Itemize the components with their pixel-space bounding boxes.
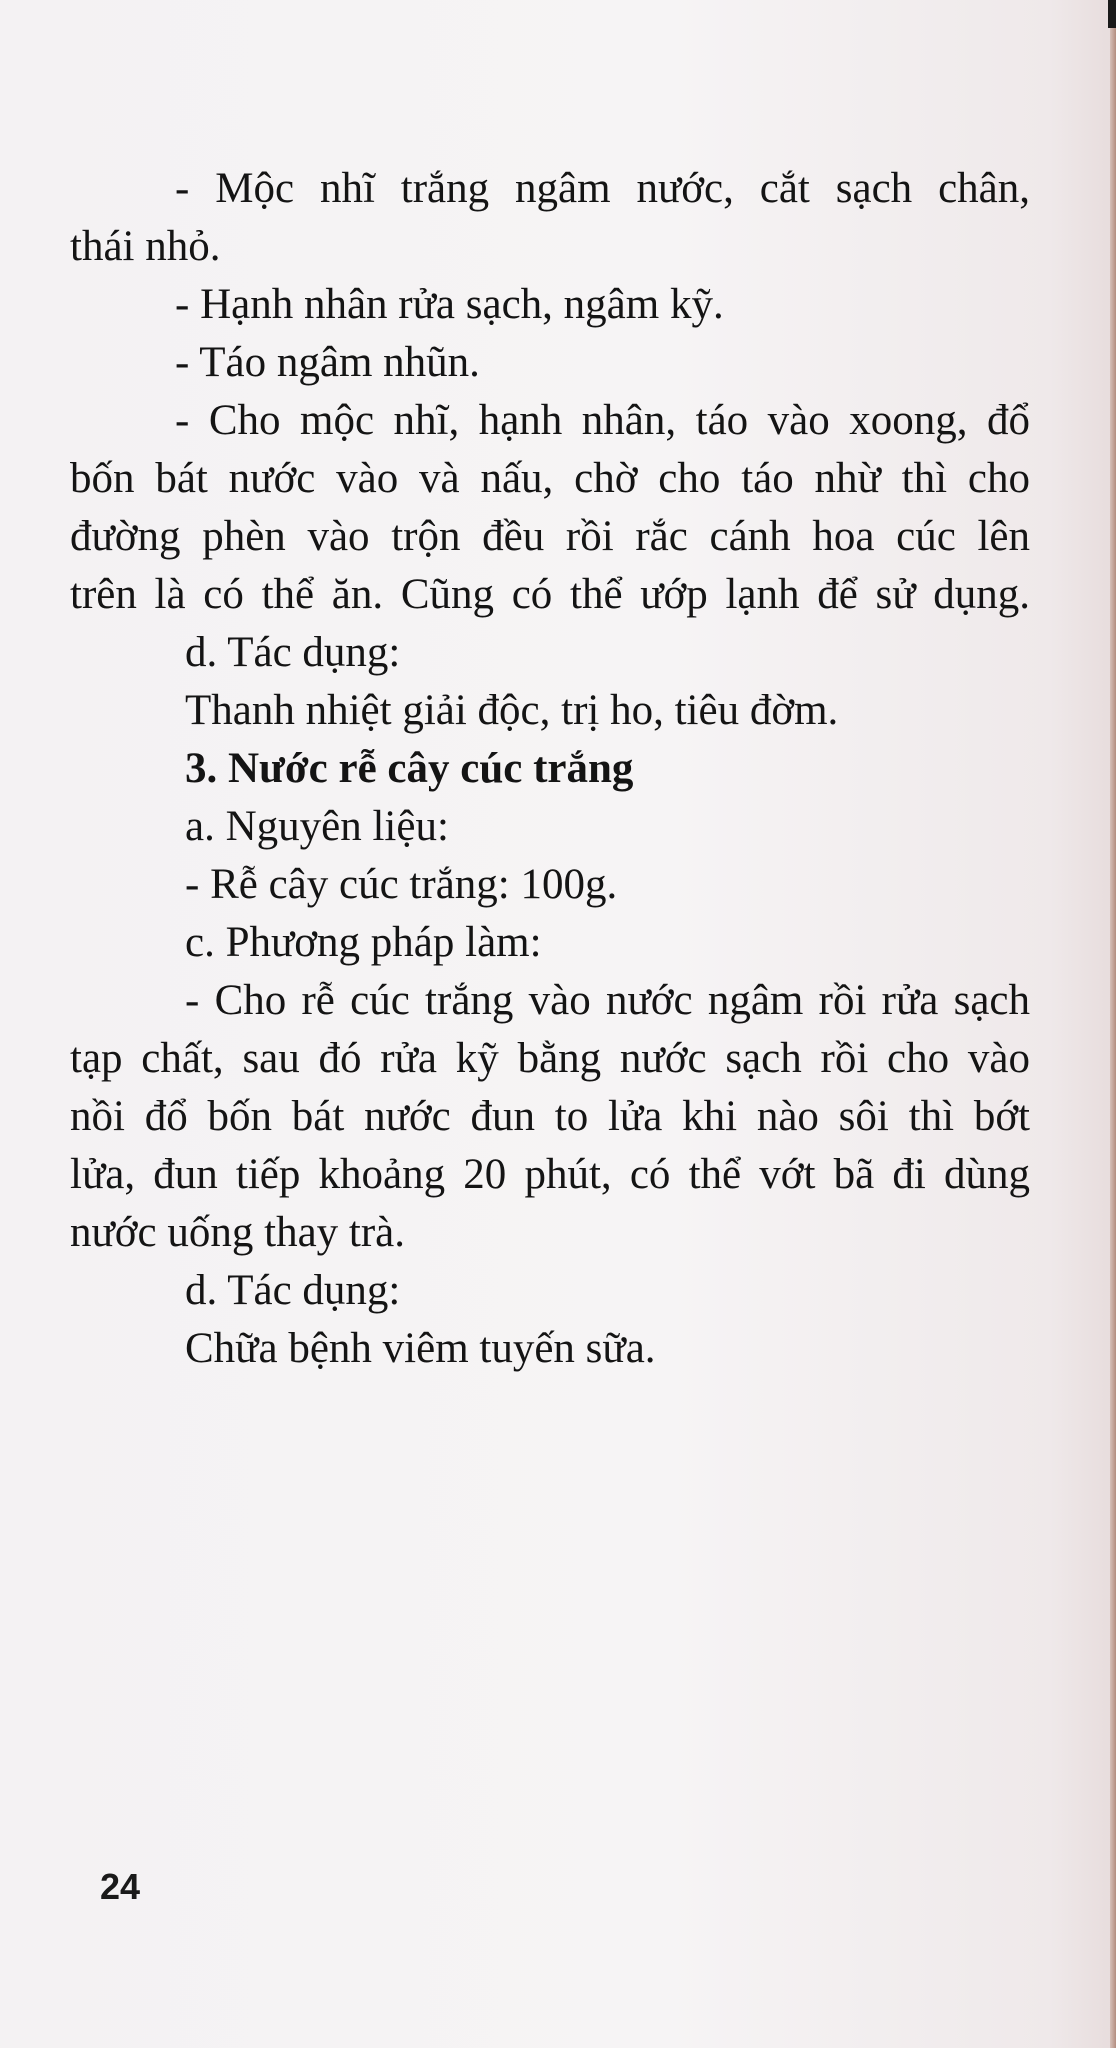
page-number: 24 (100, 1866, 141, 1907)
text-line: Chữa bệnh viêm tuyến sữa. (185, 1325, 656, 1372)
text-line: nước uống thay trà. (70, 1209, 406, 1256)
text-line: - Táo ngâm nhũn. (175, 339, 480, 386)
text-line: lửa, đun tiếp khoảng 20 phút, có thể vớt bã đi dùng (70, 1151, 1030, 1198)
text-line: bốn bát nước vào và nấu, chờ cho táo nhừ thì cho (70, 455, 1030, 502)
text-line: đường phèn vào trộn đều rồi rắc cánh hoa cúc lên (70, 513, 1030, 560)
subheading: d. Tác dụng: (185, 629, 401, 676)
text-line: - Rễ cây cúc trắng: 100g. (185, 861, 618, 908)
subheading: a. Nguyên liệu: (185, 803, 449, 850)
body-text (70, 160, 1030, 1378)
subheading: d. Tác dụng: (185, 1267, 401, 1314)
text-line: tạp chất, sau đó rửa kỹ bằng nước sạch rồi cho vào (70, 1035, 1030, 1082)
text-line: - Cho rễ cúc trắng vào nước ngâm rồi rửa sạch (185, 977, 1030, 1024)
section-heading: 3. Nước rễ cây cúc trắng (185, 745, 634, 792)
text-line: - Mộc nhĩ trắng ngâm nước, cắt sạch chân, (175, 165, 1030, 212)
page-corner-shadow (1108, 0, 1116, 28)
subheading: c. Phương pháp làm: (185, 919, 542, 966)
text-line: nồi đổ bốn bát nước đun to lửa khi nào sôi thì bớt (70, 1093, 1030, 1140)
text-line: Thanh nhiệt giải độc, trị ho, tiêu đờm. (185, 687, 839, 734)
text-line: thái nhỏ. (70, 223, 221, 270)
text-line: trên là có thể ăn. Cũng có thể ướp lạnh để sử dụng. (70, 571, 1030, 618)
text-line: - Hạnh nhân rửa sạch, ngâm kỹ. (175, 281, 724, 328)
page-edge (1110, 0, 1116, 2048)
text-line: - Cho mộc nhĩ, hạnh nhân, táo vào xoong, đổ (175, 397, 1030, 444)
